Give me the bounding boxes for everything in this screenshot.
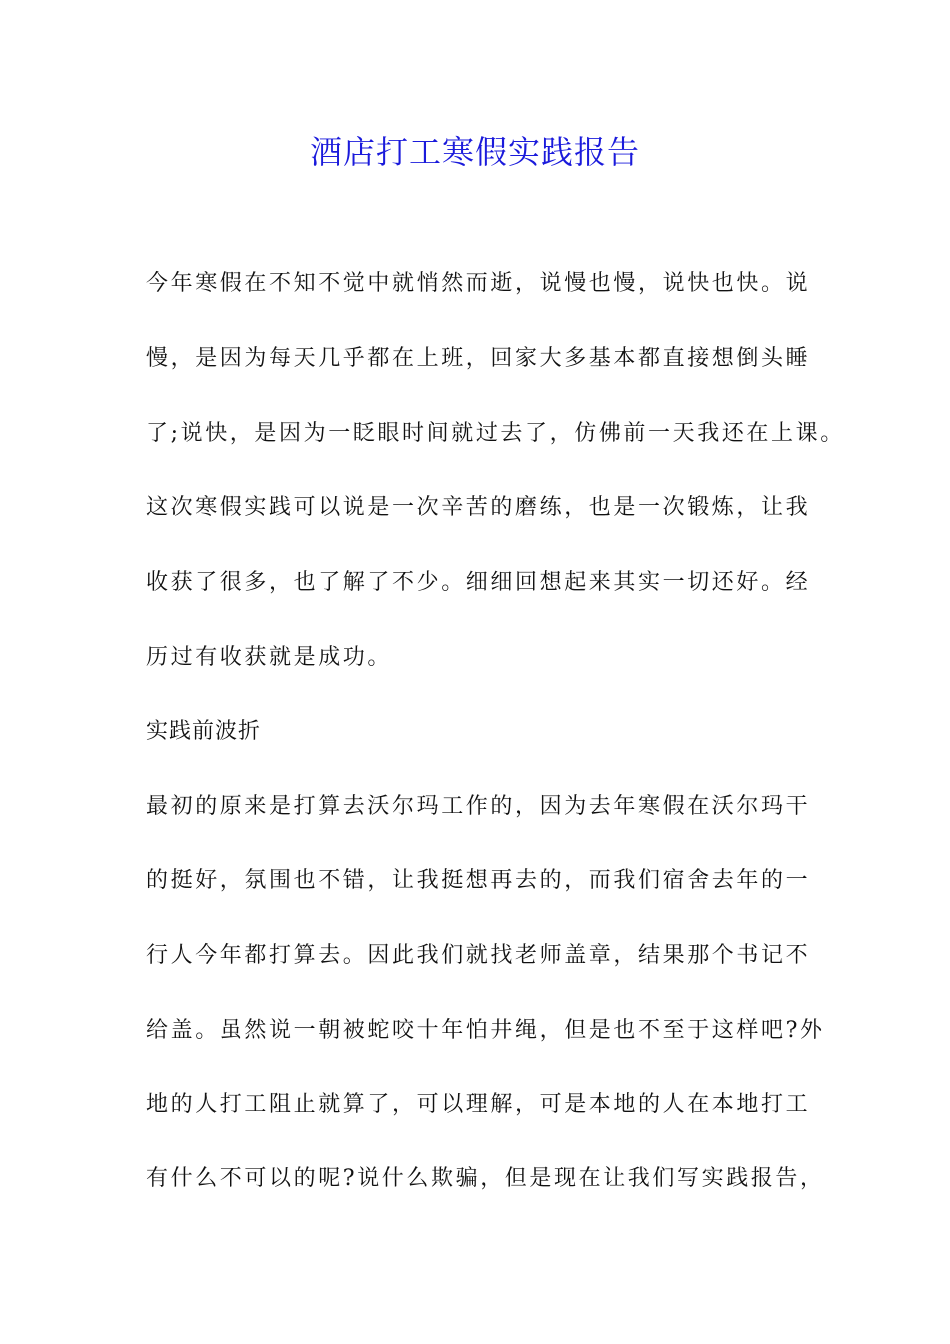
document-title: 酒店打工寒假实践报告 bbox=[309, 133, 640, 171]
paragraph-line: 地的人打工阻止就算了，可以理解，可是本地的人在本地打工 bbox=[146, 1092, 811, 1117]
paragraph-line: 给盖。虽然说一朝被蛇咬十年怕井绳，但是也不至于这样吧?外 bbox=[146, 1018, 825, 1043]
paragraph-line: 今年寒假在不知不觉中就悄然而逝，说慢也慢，说快也快。说 bbox=[146, 271, 811, 296]
paragraph-line: 这次寒假实践可以说是一次辛苦的磨练，也是一次锻炼，让我 bbox=[146, 495, 811, 520]
section-heading: 实践前波折 bbox=[146, 719, 262, 744]
paragraph-line: 了;说快，是因为一眨眼时间就过去了，仿佛前一天我还在上课。 bbox=[146, 421, 845, 446]
paragraph-line: 历过有收获就是成功。 bbox=[146, 645, 393, 670]
paragraph-line: 有什么不可以的呢?说什么欺骗，但是现在让我们写实践报告， bbox=[146, 1166, 825, 1191]
paragraph-line: 慢，是因为每天几乎都在上班，回家大多基本都直接想倒头睡 bbox=[146, 346, 811, 371]
paragraph-line: 的挺好，氛围也不错，让我挺想再去的，而我们宿舍去年的一 bbox=[146, 868, 811, 893]
paragraph-line: 最初的原来是打算去沃尔玛工作的，因为去年寒假在沃尔玛干 bbox=[146, 794, 811, 819]
paragraph-line: 收获了很多，也了解了不少。细细回想起来其实一切还好。经 bbox=[146, 570, 811, 595]
paragraph-line: 行人今年都打算去。因此我们就找老师盖章，结果那个书记不 bbox=[146, 943, 811, 968]
